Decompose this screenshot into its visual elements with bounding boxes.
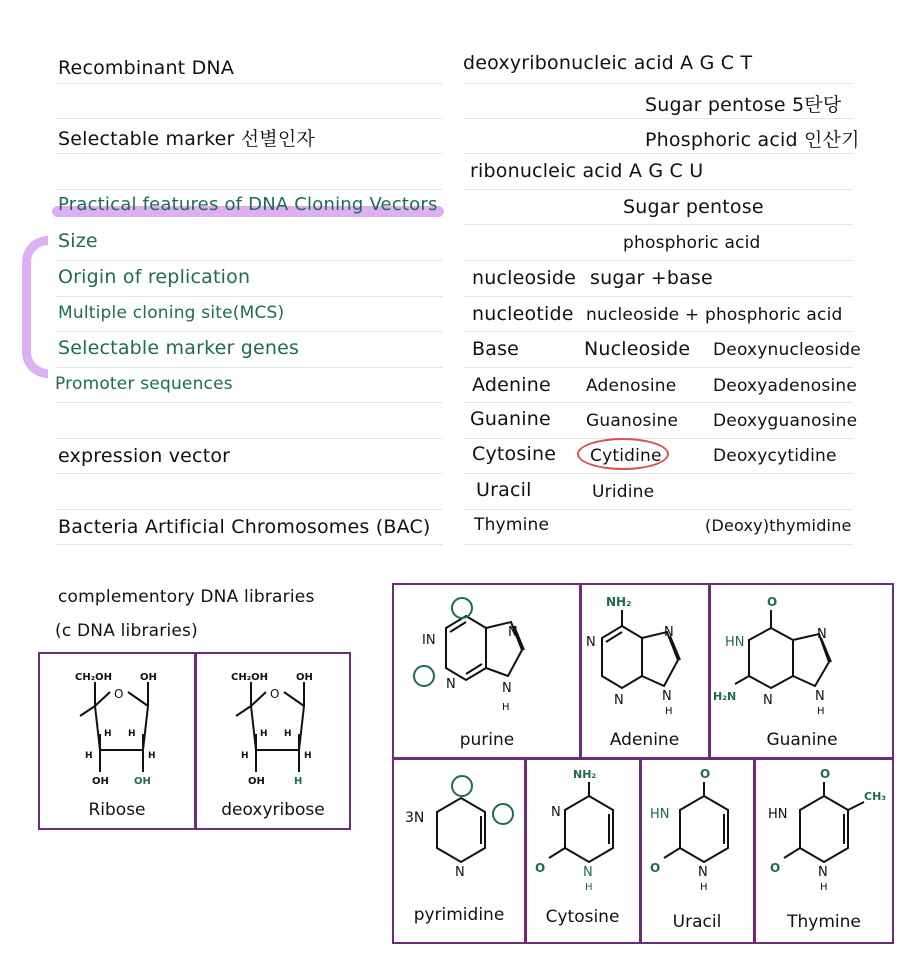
feature-item: Size bbox=[58, 230, 98, 252]
rule bbox=[463, 153, 853, 154]
adenine-structure-svg bbox=[582, 588, 707, 728]
oh-label: OH bbox=[92, 776, 109, 784]
n-label: N bbox=[662, 689, 672, 704]
note-bac: Bacteria Artificial Chromosomes (BAC) bbox=[58, 516, 431, 538]
n-label: N bbox=[815, 689, 825, 704]
n3-label: 3N bbox=[405, 810, 425, 826]
guanine-caption: Guanine bbox=[766, 730, 838, 750]
uracil-caption: Uracil bbox=[672, 912, 722, 932]
rule bbox=[463, 224, 853, 225]
table-cell: Thymine bbox=[474, 515, 550, 535]
table-cell: Uracil bbox=[476, 479, 532, 501]
h-label: H bbox=[665, 706, 673, 717]
table-cell: Cytidine bbox=[590, 446, 662, 466]
cytosine-structure-svg bbox=[527, 762, 638, 902]
n1-label: IN bbox=[422, 633, 436, 648]
o-label: O bbox=[820, 767, 831, 781]
table-header-nucleoside: Nucleoside bbox=[584, 338, 691, 360]
h-label: H bbox=[104, 729, 112, 739]
table-header-base: Base bbox=[472, 338, 520, 360]
feature-item: Promoter sequences bbox=[55, 374, 233, 394]
ribose-structure-svg bbox=[40, 654, 194, 784]
h-label: H bbox=[820, 882, 828, 893]
o-label: O bbox=[770, 861, 781, 875]
adenine-caption: Adenine bbox=[609, 730, 680, 750]
ring-oxygen-label: O bbox=[270, 687, 280, 701]
h-label: H bbox=[304, 751, 312, 761]
note-rna-sugar: Sugar pentose bbox=[623, 196, 764, 218]
rule bbox=[55, 509, 442, 510]
oh-label-highlighted: OH bbox=[134, 776, 151, 784]
ch3-label: CH₃ bbox=[864, 790, 887, 803]
n1-label: N bbox=[455, 865, 465, 880]
n7-label: N bbox=[508, 625, 518, 640]
rule bbox=[463, 438, 853, 439]
oh-label: OH bbox=[296, 672, 313, 683]
h-label: H bbox=[284, 729, 292, 739]
o-label: O bbox=[700, 767, 711, 781]
note-cdna-line1: complementory DNA libraries bbox=[58, 587, 315, 607]
n-label: N bbox=[586, 635, 596, 650]
o-label: O bbox=[650, 861, 661, 875]
h-label: H bbox=[148, 751, 156, 761]
n-label: N bbox=[583, 865, 593, 880]
rule bbox=[463, 331, 853, 332]
rule bbox=[55, 473, 442, 474]
rule bbox=[463, 402, 853, 403]
feature-item: Origin of replication bbox=[58, 266, 251, 288]
nucleotide-definition: nucleoside + phosphoric acid bbox=[586, 305, 843, 325]
n-label: N bbox=[614, 693, 624, 708]
rule bbox=[463, 367, 853, 368]
nucleotide-term: nucleotide bbox=[472, 303, 574, 325]
purine-structure-svg bbox=[396, 588, 578, 728]
rule bbox=[55, 367, 442, 368]
rule bbox=[463, 544, 853, 545]
rule bbox=[55, 331, 442, 332]
rule bbox=[55, 296, 442, 297]
hn-label: HN bbox=[768, 807, 788, 822]
oh-label: OH bbox=[248, 776, 265, 784]
n-label: N bbox=[818, 865, 828, 880]
note-dna-phosphate: Phosphoric acid 인산기 bbox=[645, 129, 860, 151]
n-label: N bbox=[551, 805, 561, 820]
note-rna-phosphate: phosphoric acid bbox=[623, 233, 761, 253]
table-cell: Deoxycytidine bbox=[713, 446, 837, 466]
purine-caption: purine bbox=[459, 730, 515, 750]
guanine-structure-svg bbox=[711, 588, 893, 728]
n-label: N bbox=[817, 627, 827, 642]
rule bbox=[55, 189, 442, 190]
nucleoside-definition: sugar +base bbox=[590, 267, 713, 289]
table-cell: Guanosine bbox=[586, 411, 679, 431]
rule bbox=[463, 260, 853, 261]
rule bbox=[463, 189, 853, 190]
n-label: N bbox=[763, 693, 773, 708]
rule bbox=[55, 118, 442, 119]
note-dna: deoxyribonucleic acid A G C T bbox=[463, 52, 753, 74]
h-label: H bbox=[585, 882, 593, 893]
n-label: N bbox=[664, 625, 674, 640]
note-recombinant-dna: Recombinant DNA bbox=[58, 57, 235, 79]
table-cell: Cytosine bbox=[472, 443, 557, 465]
table-cell: Deoxyguanosine bbox=[713, 411, 858, 431]
h-label: H bbox=[241, 751, 249, 761]
hn-label: HN bbox=[650, 807, 670, 822]
h2n-label: H₂N bbox=[713, 690, 737, 703]
thymine-structure-svg bbox=[756, 762, 892, 902]
h-label: H bbox=[128, 729, 136, 739]
deoxyribose-caption: deoxyribose bbox=[221, 800, 325, 820]
o-label: O bbox=[535, 861, 546, 875]
thymine-caption: Thymine bbox=[787, 912, 861, 932]
ring-oxygen-label: O bbox=[114, 687, 124, 701]
rule bbox=[55, 438, 442, 439]
rule bbox=[463, 296, 853, 297]
rule bbox=[55, 402, 442, 403]
box-divider bbox=[392, 757, 894, 760]
nh2-label: NH₂ bbox=[606, 595, 632, 609]
nh2-label: NH₂ bbox=[573, 768, 597, 781]
h-label-highlighted: H bbox=[294, 776, 303, 784]
h-label: H bbox=[260, 729, 268, 739]
h-label: H bbox=[817, 706, 825, 717]
rule bbox=[463, 473, 853, 474]
ch2oh-label: CH₂OH bbox=[231, 672, 268, 683]
h-label: H bbox=[502, 702, 510, 713]
table-cell: (Deoxy)thymidine bbox=[705, 516, 852, 535]
n9-label: N bbox=[502, 681, 512, 696]
h-label: H bbox=[700, 882, 708, 893]
highlighter-bracket bbox=[22, 236, 48, 378]
rule bbox=[463, 509, 853, 510]
table-header-deoxynucleoside: Deoxynucleoside bbox=[713, 340, 861, 360]
cytosine-caption: Cytosine bbox=[545, 907, 620, 927]
o-label: O bbox=[767, 595, 778, 609]
n-label: N bbox=[698, 865, 708, 880]
uracil-structure-svg bbox=[642, 762, 752, 902]
pyrimidine-caption: pyrimidine bbox=[413, 905, 505, 925]
deoxyribose-structure-svg bbox=[196, 654, 350, 784]
practical-features-heading: Practical features of DNA Cloning Vectors bbox=[58, 194, 438, 215]
feature-item: Selectable marker genes bbox=[58, 337, 300, 359]
oh-label: OH bbox=[140, 672, 157, 683]
rule bbox=[55, 260, 442, 261]
ch2oh-label: CH₂OH bbox=[75, 672, 112, 683]
table-cell: Guanine bbox=[470, 408, 551, 430]
n3-label: N bbox=[446, 677, 456, 692]
table-cell: Deoxyadenosine bbox=[713, 376, 858, 396]
table-cell: Uridine bbox=[592, 482, 655, 502]
rule bbox=[463, 83, 853, 84]
note-rna: ribonucleic acid A G C U bbox=[470, 160, 704, 182]
nucleoside-term: nucleoside bbox=[472, 267, 577, 289]
ribose-caption: Ribose bbox=[88, 800, 146, 820]
table-cell: Adenosine bbox=[586, 376, 677, 396]
hn-label: HN bbox=[725, 635, 745, 650]
rule bbox=[55, 153, 442, 154]
note-cdna-line2: (c DNA libraries) bbox=[55, 621, 198, 641]
h-label: H bbox=[85, 751, 93, 761]
table-cell: Adenine bbox=[472, 374, 551, 396]
rule bbox=[463, 118, 853, 119]
rule bbox=[55, 83, 442, 84]
note-expression-vector: expression vector bbox=[58, 445, 231, 467]
pyrimidine-structure-svg bbox=[395, 762, 523, 902]
feature-item: Multiple cloning site(MCS) bbox=[58, 303, 285, 323]
note-selectable-marker: Selectable marker 선별인자 bbox=[58, 128, 315, 150]
rule bbox=[55, 544, 442, 545]
note-dna-sugar: Sugar pentose 5탄당 bbox=[645, 94, 842, 116]
